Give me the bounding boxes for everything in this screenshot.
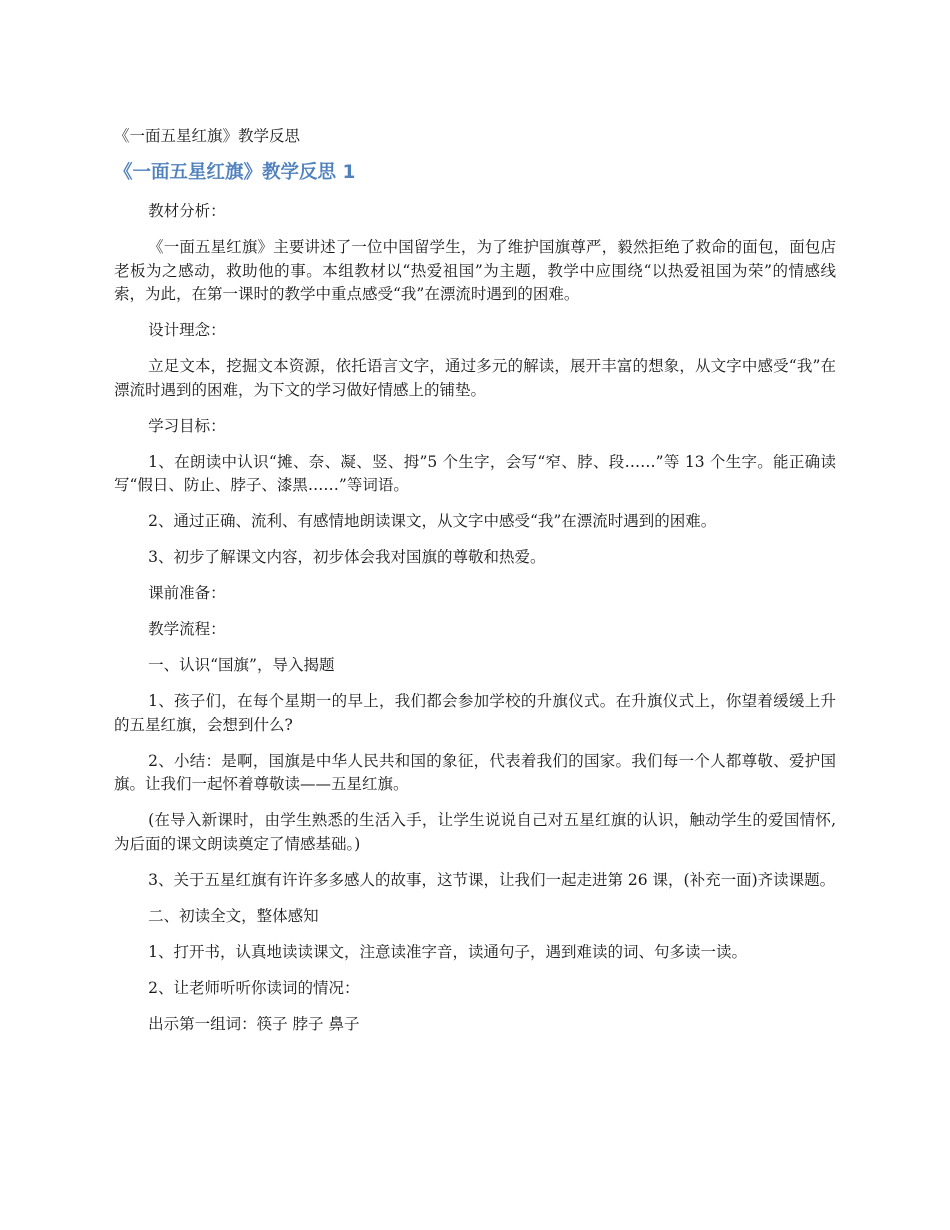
paragraph-material-analysis: 《一面五星红旗》主要讲述了一位中国留学生，为了维护国旗尊严，毅然拒绝了救命的面包，面包店老板为之感动，救助他的事。本组教材以“热爱祖国”为主题，教学中应围绕“以热爱祖国为荣”的情感线索，为此，在第一课时的教学中重点感受“我”在漂流时遇到的困难。 [114, 238, 836, 303]
paragraph-step-two-item-1: 1、打开书，认真地读读课文，注意读准字音，读通句子，遇到难读的词、句多读一读。 [148, 942, 747, 961]
document-title: 《一面五星红旗》教学反思 [114, 127, 301, 145]
paragraph-step-one-item-3: 3、关于五星红旗有许许多多感人的故事，这节课，让我们一起走进第 26 课，(补充一面)齐读课题。 [148, 870, 836, 889]
section-heading: 《一面五星红旗》教学反思 1 [114, 162, 356, 183]
paragraph-step-one-item-1: 1、孩子们，在每个星期一的早上，我们都会参加学校的升旗仪式。在升旗仪式上，你望着缓缓上升的五星红旗，会想到什么? [114, 692, 836, 734]
document-page [114, 124, 836, 1049]
paragraph-material-analysis-label: 教材分析： [148, 202, 226, 220]
paragraph-step-one-note: (在导入新课时，由学生熟悉的生活入手，让学生说说自己对五星红旗的认识，触动学生的爱国情怀,为后面的课文朗读奠定了情感基础。) [114, 811, 836, 853]
paragraph-learning-goals-label: 学习目标： [148, 416, 226, 435]
paragraph-goal-3: 3、初步了解课文内容，初步体会我对国旗的尊敬和热爱。 [148, 548, 546, 566]
paragraph-step-one-item-2: 2、小结：是啊，国旗是中华人民共和国的象征，代表着我们的国家。我们每一个人都尊敬、爱护国旗。让我们一起怀着尊敬读——五星红旗。 [114, 751, 836, 793]
paragraph-step-two-heading: 二、初读全文，整体感知 [148, 906, 319, 925]
paragraph-teaching-process-label: 教学流程： [148, 620, 226, 638]
paragraph-goal-1: 1、在朗读中认识“摊、奈、凝、竖、拇”5 个生字，会写“窄、脖、段……”等 13 个生字。能正确读写“假日、防止、脖子、漆黑……”等词语。 [114, 452, 836, 494]
paragraph-step-two-item-2: 2、让老师听听你读词的情况： [148, 978, 360, 997]
paragraph-design-concept: 立足文本，挖掘文本资源，依托语言文字，通过多元的解读，展开丰富的想象，从文字中感受“我”在漂流时遇到的困难，为下文的学习做好情感上的铺垫。 [114, 357, 836, 399]
paragraph-preparation-label: 课前准备： [148, 584, 226, 602]
paragraph-design-concept-label: 设计理念： [148, 321, 226, 339]
paragraph-word-group-1: 出示第一组词：筷子 脖子 鼻子 [148, 1014, 360, 1033]
paragraph-step-one-heading: 一、认识“国旗”，导入揭题 [148, 656, 335, 674]
paragraph-goal-2: 2、通过正确、流利、有感情地朗读课文，从文字中感受“我”在漂流时遇到的困难。 [148, 512, 717, 530]
